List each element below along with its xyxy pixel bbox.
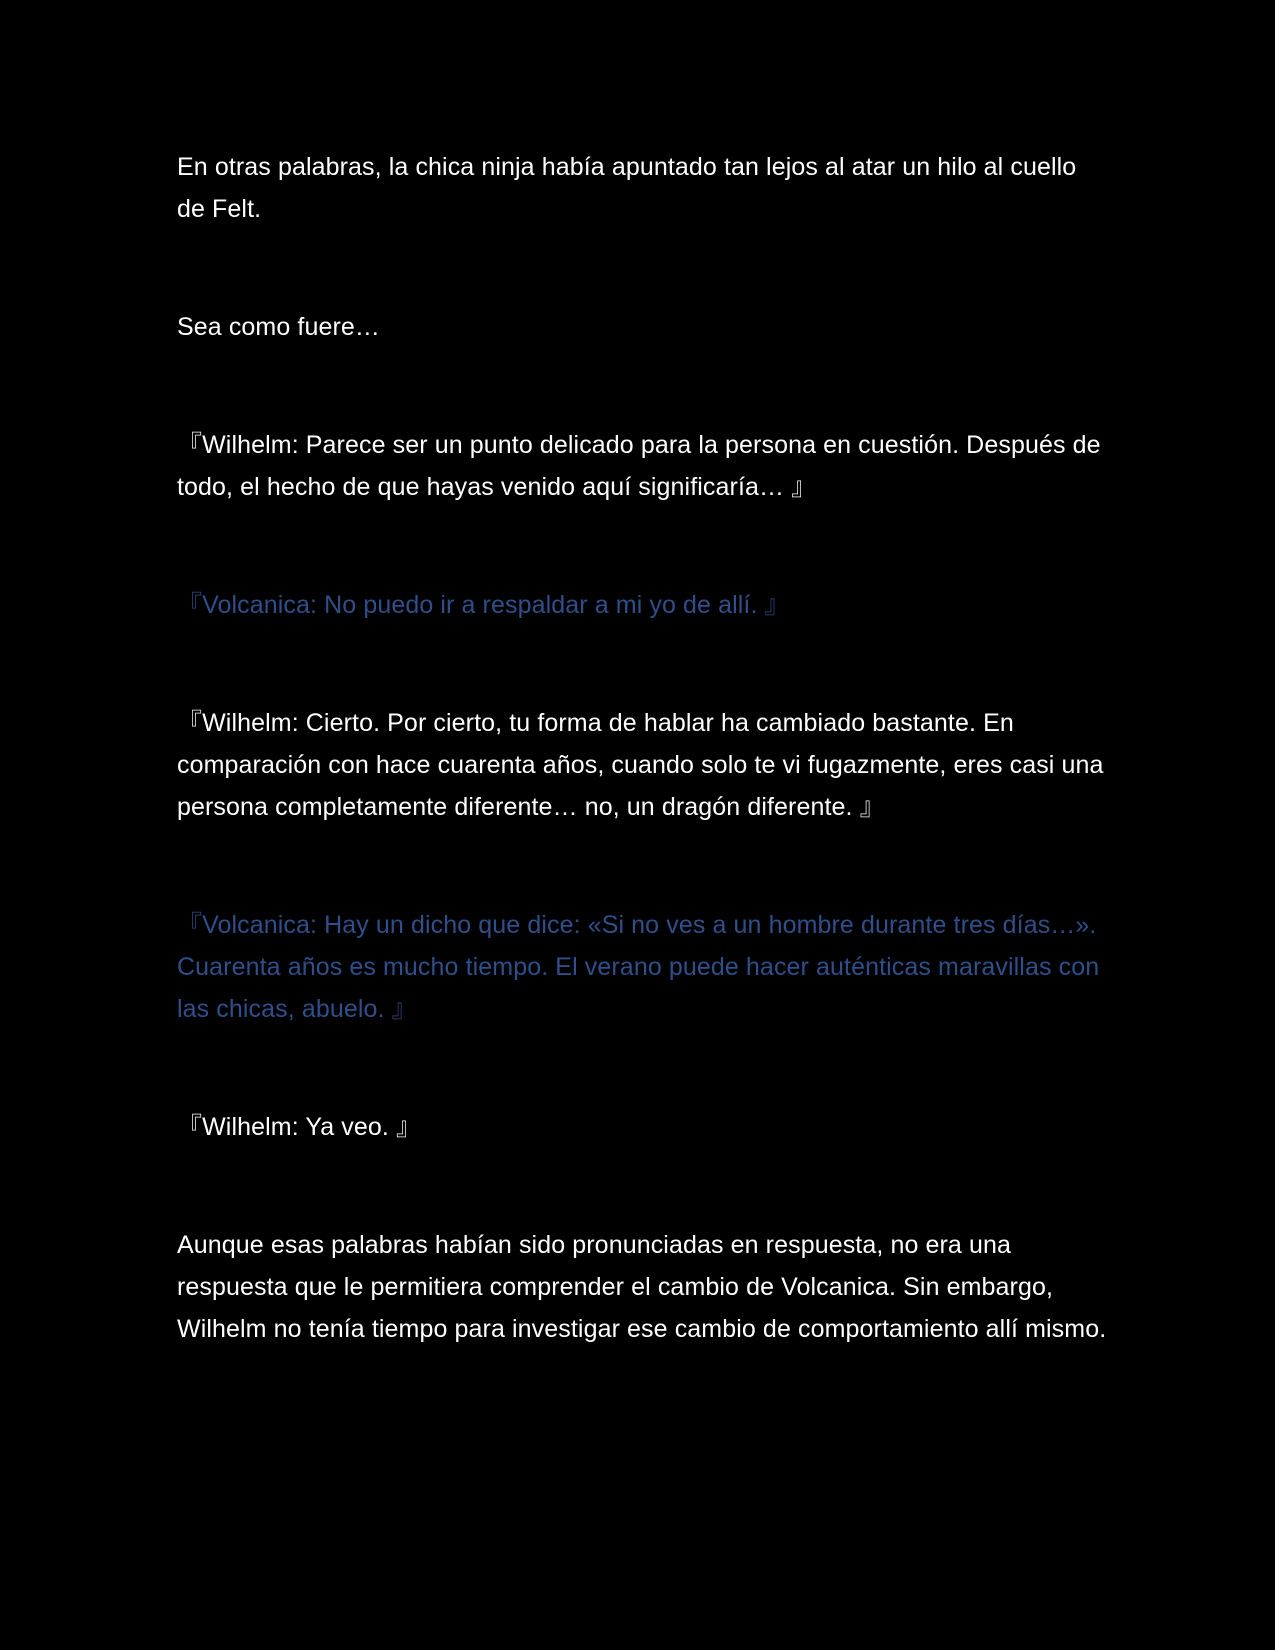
paragraph-spacer: [177, 1030, 1107, 1106]
narration-paragraph: En otras palabras, la chica ninja había apuntado tan lejos al atar un hilo al cuello de Felt.: [177, 153, 1077, 223]
paragraph-spacer: [177, 828, 1107, 904]
narration-paragraph: Sea como fuere…: [177, 313, 380, 341]
paragraph-spacer: [177, 230, 1107, 306]
paragraph-spacer: [177, 508, 1107, 584]
volcanica-dialogue: 『Volcanica: No puedo ir a respaldar a mi yo de allí. 』: [177, 591, 790, 619]
wilhelm-dialogue: 『Wilhelm: Parece ser un punto delicado para la persona en cuestión. Después de todo, el hecho de que hayas venido aquí significaría… 』: [177, 431, 1101, 501]
volcanica-dialogue: 『Volcanica: Hay un dicho que dice: «Si no ves a un hombre durante tres días…». Cuarenta años es mucho tiempo. El verano puede hacer auténticas maravillas con las chicas, abuelo. 』: [177, 911, 1100, 1023]
narration-paragraph: Aunque esas palabras habían sido pronunciadas en respuesta, no era una respuesta que le permitiera comprender el cambio de Volcanica. Sin embargo, Wilhelm no tenía tiempo para investigar ese cambio de comportamiento allí mismo.: [177, 1231, 1107, 1343]
paragraph-spacer: [177, 1148, 1107, 1224]
wilhelm-dialogue: 『Wilhelm: Cierto. Por cierto, tu forma de hablar ha cambiado bastante. En comparación con hace cuarenta años, cuando solo te vi fugazmente, eres casi una persona completamente diferente… no, un dragón diferente. 』: [177, 709, 1104, 821]
paragraph-spacer: [177, 626, 1107, 702]
text-column: [177, 146, 1107, 1350]
paragraph-spacer: [177, 348, 1107, 424]
wilhelm-dialogue: 『Wilhelm: Ya veo. 』: [177, 1113, 422, 1141]
